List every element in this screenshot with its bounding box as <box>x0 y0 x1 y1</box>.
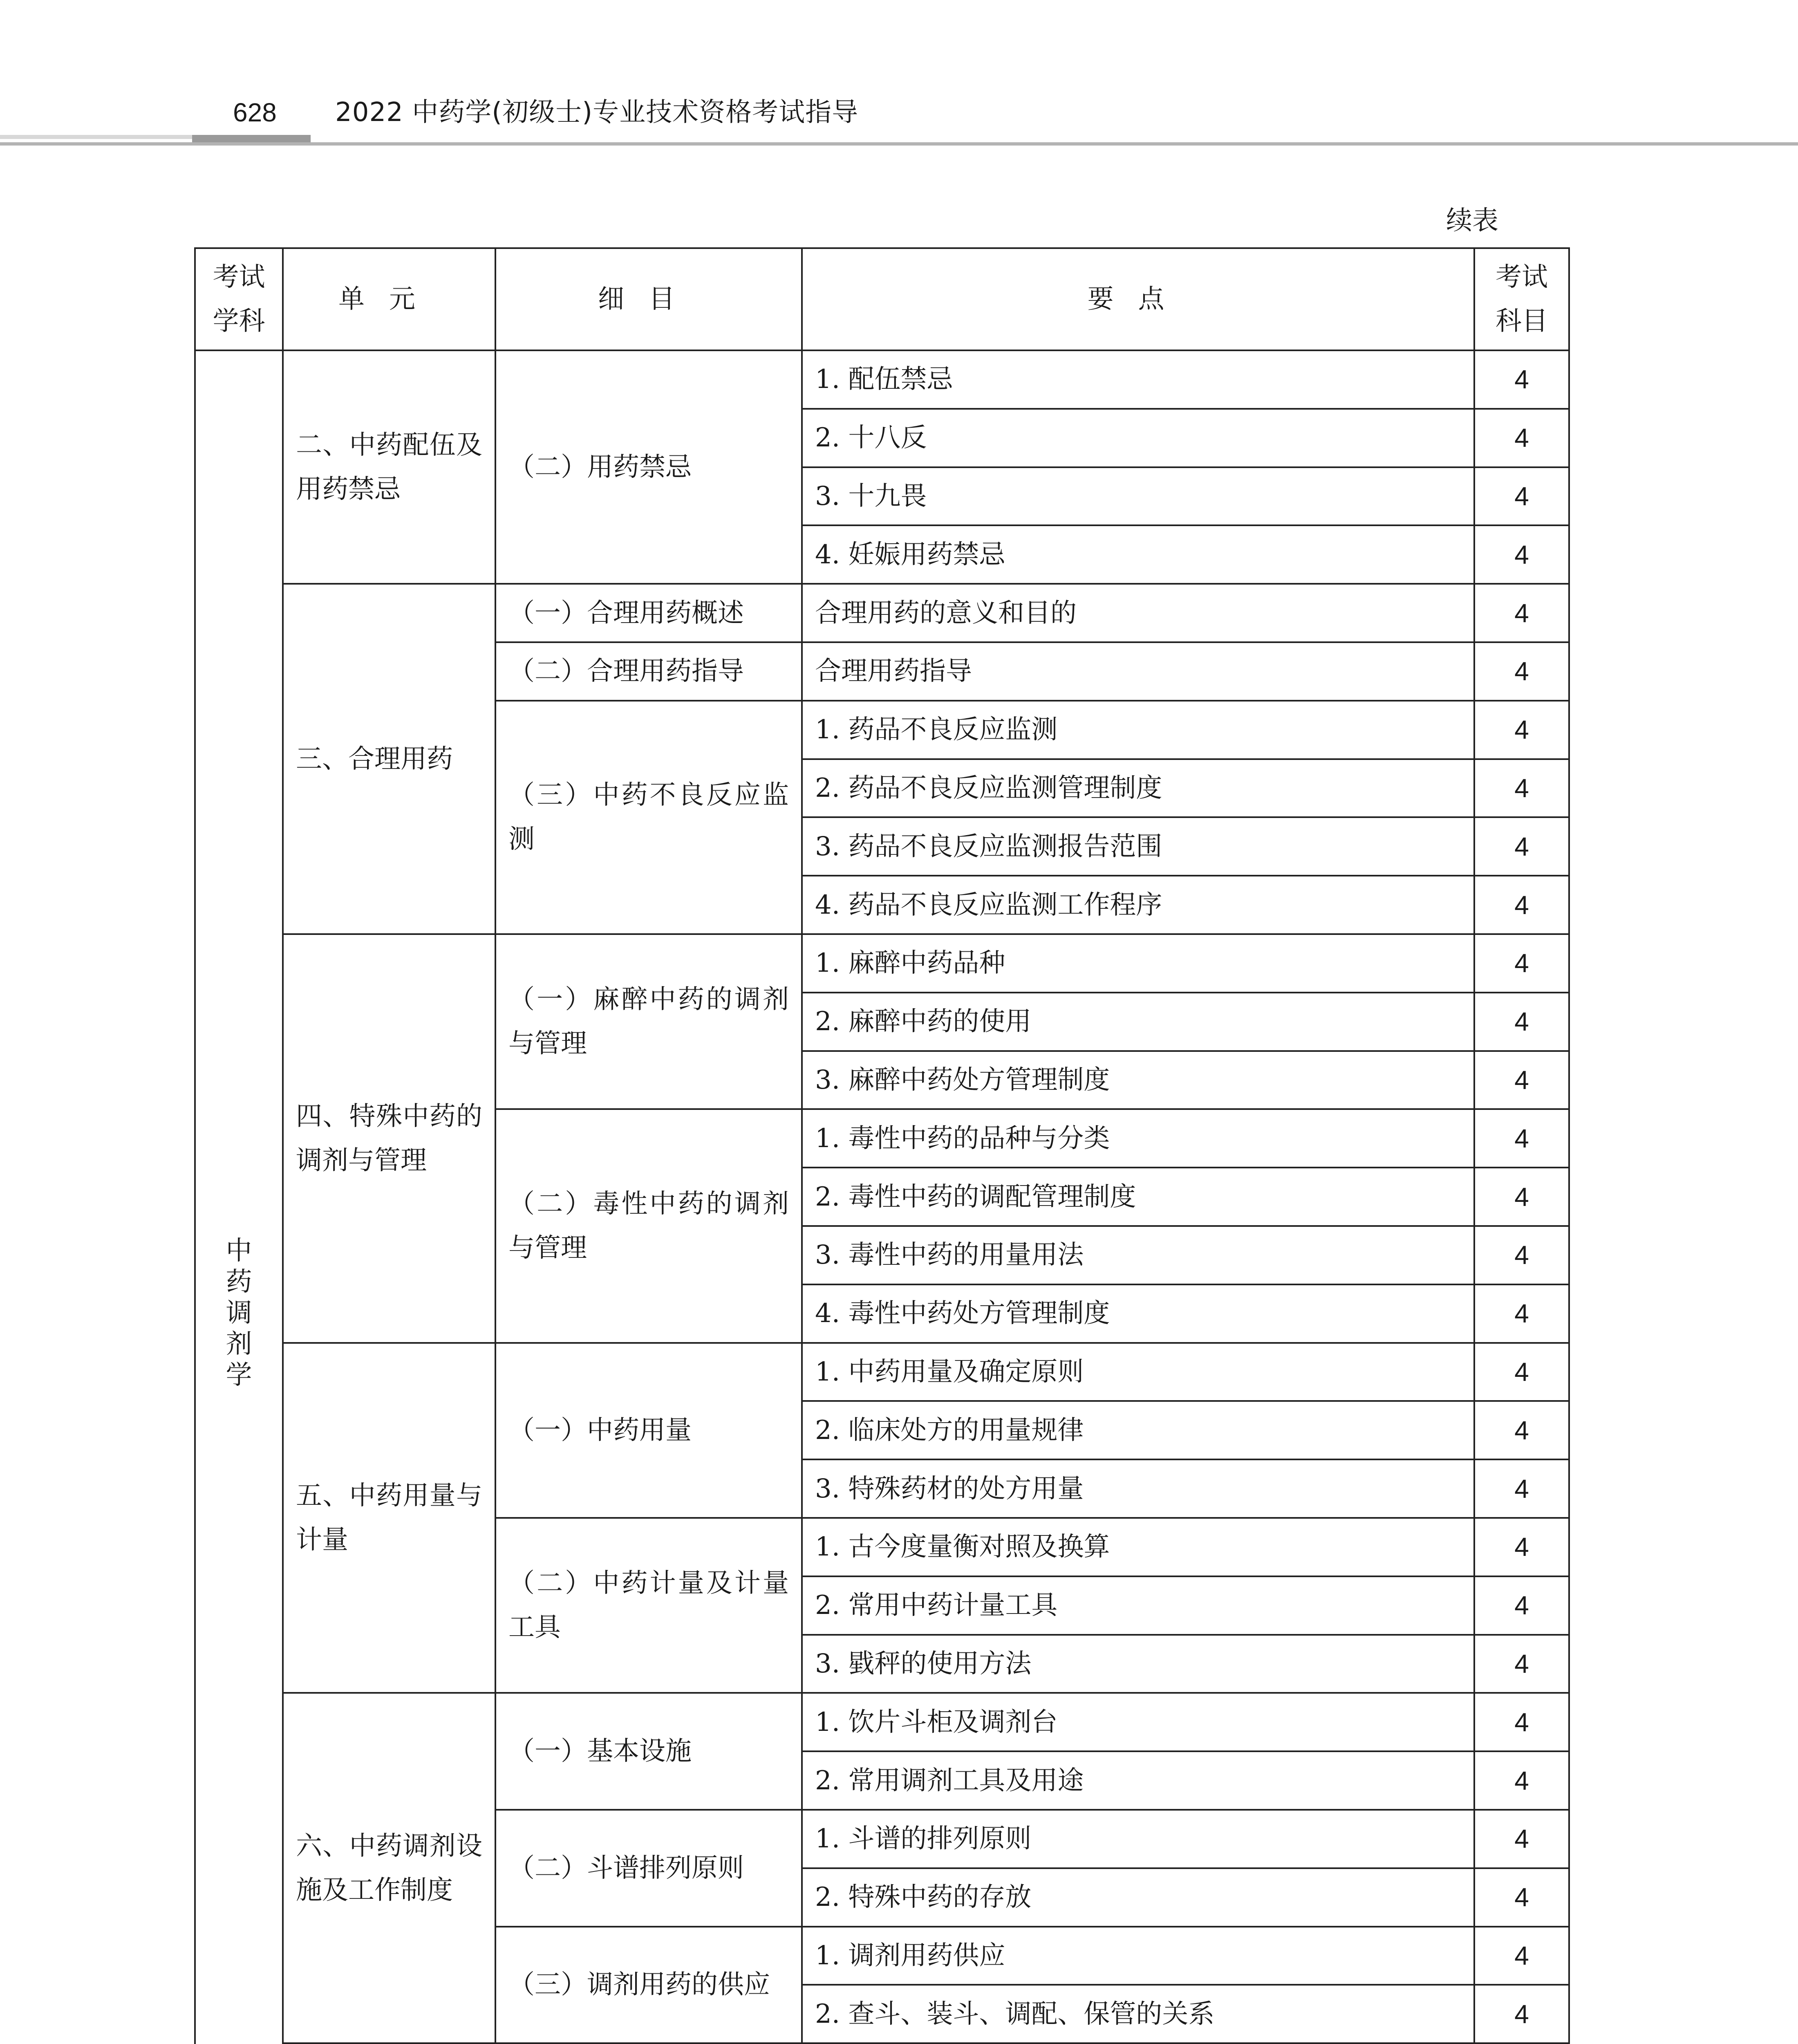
exam-subject-cell: 4 <box>1474 584 1569 642</box>
exam-subject-cell: 4 <box>1474 1927 1569 1985</box>
exam-subject-cell: 4 <box>1474 817 1569 876</box>
exam-subject-cell: 4 <box>1474 350 1569 409</box>
exam-subject-cell: 4 <box>1474 934 1569 993</box>
point-cell: 3. 药品不良反应监测报告范围 <box>802 817 1474 876</box>
item-cell: （一）麻醉中药的调剂与管理 <box>495 934 802 1109</box>
exam-subject-cell: 4 <box>1474 1810 1569 1868</box>
point-cell: 1. 药品不良反应监测 <box>802 701 1474 759</box>
header-rule-left <box>0 135 192 139</box>
continued-label: 续表 <box>1446 206 1498 236</box>
header-rule-accent <box>192 135 311 142</box>
subject-label: 中药调剂学 <box>226 1236 252 1391</box>
point-cell: 2. 麻醉中药的使用 <box>802 993 1474 1051</box>
exam-subject-cell: 4 <box>1474 1985 1569 2043</box>
point-cell: 1. 斗谱的排列原则 <box>802 1810 1474 1868</box>
item-cell: （二）毒性中药的调剂与管理 <box>495 1109 802 1342</box>
unit-cell: 三、合理用药 <box>283 584 495 934</box>
exam-subject-cell: 4 <box>1474 409 1569 467</box>
point-cell: 4. 药品不良反应监测工作程序 <box>802 876 1474 934</box>
header-rule <box>0 142 1798 146</box>
point-cell: 1. 中药用量及确定原则 <box>802 1343 1474 1401</box>
item-cell: （二）斗谱排列原则 <box>495 1810 802 1927</box>
table-row <box>195 934 1569 993</box>
book-title: 2022 中药学(初级士)专业技术资格考试指导 <box>335 97 859 128</box>
unit-cell: 六、中药调剂设施及工作制度 <box>283 1693 495 2043</box>
table-header-row <box>195 248 1569 350</box>
point-cell: 2. 药品不良反应监测管理制度 <box>802 759 1474 818</box>
exam-subject-cell: 4 <box>1474 1751 1569 1810</box>
exam-subject-cell: 4 <box>1474 467 1569 526</box>
syllabus-table <box>194 247 1570 2044</box>
item-cell: （二）用药禁忌 <box>495 350 802 584</box>
exam-subject-cell: 4 <box>1474 876 1569 934</box>
point-cell: 1. 毒性中药的品种与分类 <box>802 1109 1474 1168</box>
exam-subject-cell: 4 <box>1474 1576 1569 1635</box>
exam-subject-cell: 4 <box>1474 1401 1569 1459</box>
exam-subject-cell: 4 <box>1474 1109 1569 1168</box>
point-cell: 2. 查斗、装斗、调配、保管的关系 <box>802 1985 1474 2043</box>
exam-subject-cell: 4 <box>1474 993 1569 1051</box>
point-cell: 1. 配伍禁忌 <box>802 350 1474 409</box>
exam-subject-cell: 4 <box>1474 525 1569 584</box>
exam-subject-cell: 4 <box>1474 1693 1569 1751</box>
item-cell: （二）合理用药指导 <box>495 642 802 701</box>
item-cell: （一）基本设施 <box>495 1693 802 1810</box>
table-body <box>195 350 1569 2044</box>
exam-subject-cell: 4 <box>1474 1343 1569 1401</box>
item-cell: （三）调剂用药的供应 <box>495 1927 802 2044</box>
header-unit: 单元 <box>283 248 495 350</box>
point-cell: 2. 临床处方的用量规律 <box>802 1401 1474 1459</box>
item-cell: （二）中药计量及计量工具 <box>495 1518 802 1693</box>
table-row <box>195 1343 1569 1401</box>
point-cell: 2. 特殊中药的存放 <box>802 1868 1474 1927</box>
exam-subject-cell: 4 <box>1474 701 1569 759</box>
header-item: 细目 <box>495 248 802 350</box>
table-row <box>195 1693 1569 1751</box>
item-cell: （三）中药不良反应监测 <box>495 701 802 934</box>
exam-subject-cell: 4 <box>1474 1226 1569 1284</box>
point-cell: 1. 古今度量衡对照及换算 <box>802 1518 1474 1576</box>
header-point: 要点 <box>802 248 1474 350</box>
point-cell: 2. 十八反 <box>802 409 1474 467</box>
point-cell: 2. 毒性中药的调配管理制度 <box>802 1168 1474 1226</box>
exam-subject-cell: 4 <box>1474 759 1569 818</box>
point-cell: 3. 毒性中药的用量用法 <box>802 1226 1474 1284</box>
item-cell: （一）中药用量 <box>495 1343 802 1518</box>
exam-subject-cell: 4 <box>1474 1635 1569 1693</box>
point-cell: 3. 十九畏 <box>802 467 1474 526</box>
point-cell: 合理用药指导 <box>802 642 1474 701</box>
header-exam-subject: 考试科目 <box>1474 248 1569 350</box>
point-cell: 1. 麻醉中药品种 <box>802 934 1474 993</box>
exam-subject-cell: 4 <box>1474 1868 1569 1927</box>
point-cell: 1. 调剂用药供应 <box>802 1927 1474 1985</box>
point-cell: 合理用药的意义和目的 <box>802 584 1474 642</box>
point-cell: 1. 饮片斗柜及调剂台 <box>802 1693 1474 1751</box>
point-cell: 2. 常用调剂工具及用途 <box>802 1751 1474 1810</box>
unit-cell: 二、中药配伍及用药禁忌 <box>283 350 495 584</box>
unit-cell: 四、特殊中药的调剂与管理 <box>283 934 495 1343</box>
exam-subject-cell: 4 <box>1474 1284 1569 1343</box>
table-row <box>195 350 1569 409</box>
exam-subject-cell: 4 <box>1474 1168 1569 1226</box>
exam-subject-cell: 4 <box>1474 1051 1569 1109</box>
item-cell: （一）合理用药概述 <box>495 584 802 642</box>
unit-cell: 五、中药用量与计量 <box>283 1343 495 1693</box>
point-cell: 4. 妊娠用药禁忌 <box>802 525 1474 584</box>
point-cell: 2. 常用中药计量工具 <box>802 1576 1474 1635</box>
page-header <box>0 0 1798 155</box>
subject-cell <box>195 350 283 2044</box>
point-cell: 4. 毒性中药处方管理制度 <box>802 1284 1474 1343</box>
table-row <box>195 584 1569 642</box>
exam-subject-cell: 4 <box>1474 1459 1569 1518</box>
header-subject: 考试学科 <box>195 248 283 350</box>
point-cell: 3. 戥秤的使用方法 <box>802 1635 1474 1693</box>
exam-subject-cell: 4 <box>1474 642 1569 701</box>
exam-subject-cell: 4 <box>1474 1518 1569 1576</box>
page-number: 628 <box>233 98 277 127</box>
point-cell: 3. 特殊药材的处方用量 <box>802 1459 1474 1518</box>
point-cell: 3. 麻醉中药处方管理制度 <box>802 1051 1474 1109</box>
